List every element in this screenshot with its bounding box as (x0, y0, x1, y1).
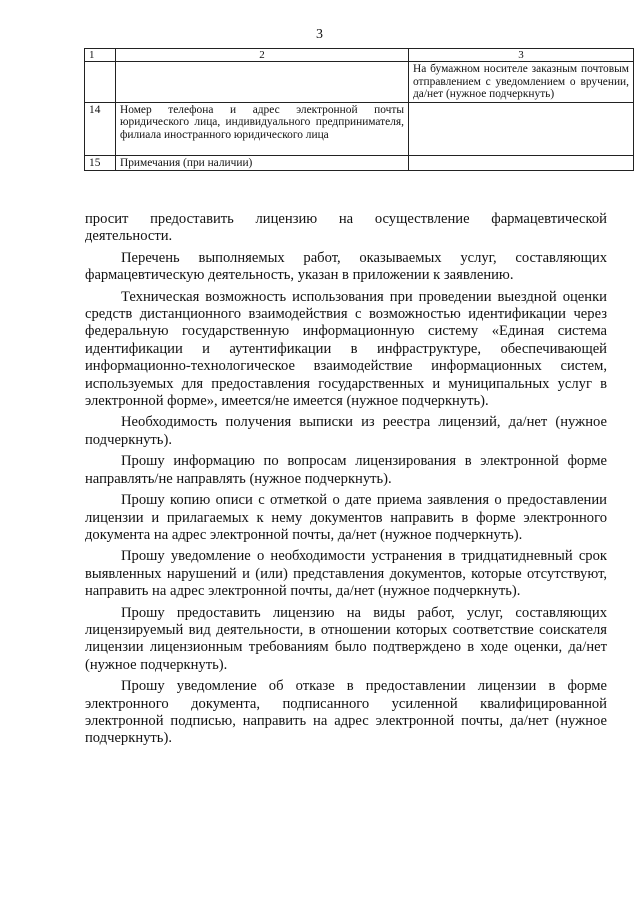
column-number-3: 3 (409, 49, 634, 62)
column-number-1: 1 (85, 49, 116, 62)
paragraph-electronic-info: Прошу информацию по вопросам лицензирования в электронной форме направлять/не направлять (нужное подчеркнуть). (85, 453, 607, 487)
paragraph-license-request: просит предоставить лицензию на осуществление фармацевтической деятельности. (85, 211, 607, 245)
table-row-continued (85, 62, 634, 103)
page-number: 3 (316, 27, 323, 42)
row-value-empty (409, 102, 634, 155)
body-text (85, 211, 607, 752)
row-field-phone-email: Номер телефона и адрес электронной почты юридического лица, индивидуального предпринимателя, филиала иностранного юридического лица (116, 102, 409, 155)
paragraph-works-list: Перечень выполняемых работ, оказываемых услуг, составляющих фармацевтическую деятельность, указан в приложении к заявлению. (85, 249, 607, 284)
row-number (85, 62, 116, 103)
table-row-14 (85, 102, 634, 155)
paragraph-violation-notice: Прошу уведомление о необходимости устранения в тридцатидневный срок выявленных нарушений и (или) представления документов, которые отсутствуют, направить на адрес электронной почты, да/нет (нужное подчеркнуть). (85, 548, 607, 600)
row-number: 15 (85, 155, 116, 171)
column-number-2: 2 (116, 49, 409, 62)
paragraph-registry-extract: Необходимость получения выписки из реестра лицензий, да/нет (нужное подчеркнуть). (85, 414, 607, 448)
paragraph-license-types: Прошу предоставить лицензию на виды работ, услуг, составляющих лицензируемый вид деятельности, в отношении которых соответствие соискателя лицензии лицензионным требованиям было подтверждено в ходе оценки, да/нет (нужное подчеркнуть). (85, 604, 607, 673)
row-value-paper-delivery: На бумажном носителе заказным почтовым отправлением с уведомлением о вручении, да/нет (нужное подчеркнуть) (409, 62, 634, 103)
table-header-row (85, 49, 634, 62)
row-number: 14 (85, 102, 116, 155)
paragraph-refusal-notice: Прошу уведомление об отказе в предоставлении лицензии в форме электронного документа, подписанного усиленной квалифицированной электронной подписью, направить на адрес электронной почты, да/нет (нужное подчеркнуть). (85, 678, 607, 747)
paragraph-inventory-copy: Прошу копию описи с отметкой о дате приема заявления о предоставлении лицензии и прилагаемых к нему документов направить в форме электронного документа на адрес электронной почты, да/нет (нужное подчеркнуть). (85, 492, 607, 543)
row-field (116, 62, 409, 103)
row-value-empty (409, 155, 634, 171)
application-form-table (84, 48, 634, 171)
table-row-15 (85, 155, 634, 171)
paragraph-remote-assessment: Техническая возможность использования при проведении выездной оценки средств дистанционного взаимодействия с возможностью идентификации через федеральную государственную информационную систему «Единая система идентификации и аутентификации в инфраструктуре, обеспечивающей информационно-технологическое взаимодействие информационных систем, используемых для предоставления государственных и муниципальных услуг в электронной форме», имеется/не имеется (нужное подчеркнуть). (85, 288, 607, 410)
row-field-notes: Примечания (при наличии) (116, 155, 409, 171)
